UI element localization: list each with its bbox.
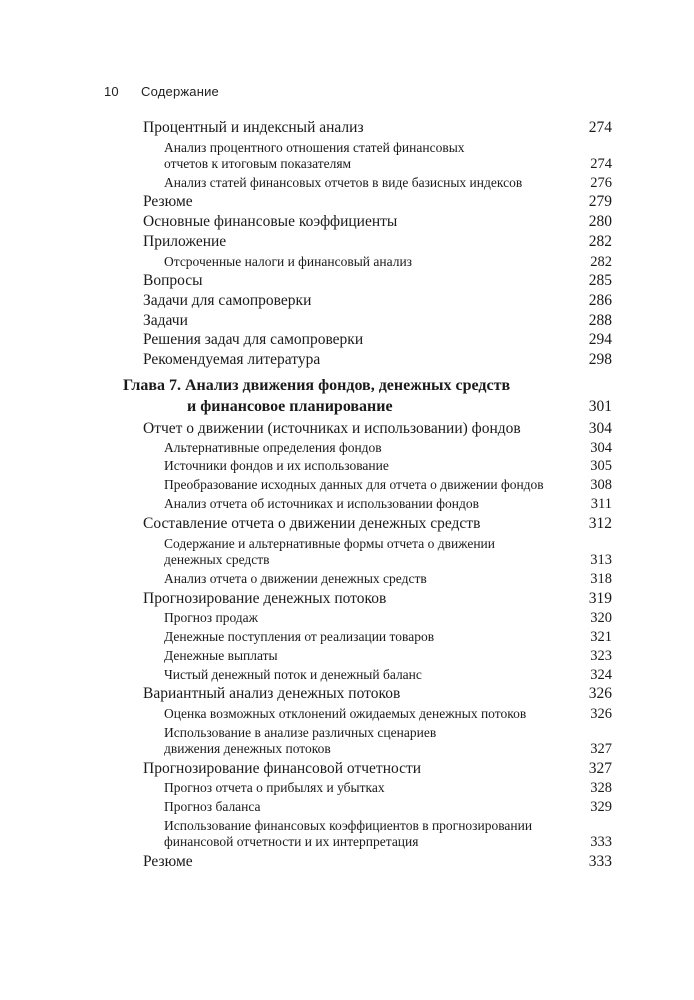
toc-entry-page: 294	[588, 331, 612, 348]
toc-entry-page: 320	[590, 610, 612, 626]
toc-entry-title: финансовой отчетности и их интерпретация	[164, 834, 419, 849]
running-head	[104, 84, 219, 99]
toc-entry-title: Резюме	[143, 853, 193, 870]
toc-entry-page: 321	[590, 629, 612, 645]
toc-entry-page: 304	[588, 420, 612, 437]
toc-entry-title: Источники фондов и их использование	[164, 458, 389, 473]
toc-entry-title: Задачи	[143, 312, 188, 329]
toc-entry-page: 312	[588, 515, 612, 532]
toc-entry-title: Денежные поступления от реализации товаров	[164, 629, 435, 644]
toc-entry-title: Прогнозирование денежных потоков	[143, 590, 387, 607]
toc-entry-title: Чистый денежный поток и денежный баланс	[164, 667, 422, 682]
toc-entry-page: 326	[590, 706, 612, 722]
chapter-title: Глава 7. Анализ движения фондов, денежных средств	[123, 377, 511, 394]
toc-entry-page: 285	[588, 272, 612, 289]
toc-entry-title: Анализ отчета о движении денежных средств	[164, 571, 427, 586]
toc-entry-page: 274	[590, 156, 612, 172]
toc-entry-page: 279	[588, 193, 612, 210]
toc-entry-page: 318	[590, 571, 612, 587]
toc-entry-page: 319	[588, 590, 612, 607]
toc-entry-title: Оценка возможных отклонений ожидаемых денежных потоков	[164, 706, 527, 721]
toc-entry-page: 288	[588, 312, 612, 329]
toc-entry-title: Прогноз продаж	[164, 610, 258, 625]
toc-entry-title: Прогноз баланса	[164, 799, 261, 814]
running-title: Содержание	[141, 84, 219, 99]
toc-entry-page: 313	[590, 552, 612, 568]
toc-entry-title: Основные финансовые коэффициенты	[143, 213, 398, 230]
toc-entry-title: отчетов к итоговым показателям	[164, 156, 352, 171]
toc-entry-title: Отчет о движении (источниках и использовании) фондов	[143, 420, 521, 437]
toc-entry-page: 333	[590, 834, 612, 850]
toc-entry-page: 311	[590, 496, 612, 512]
toc-entry-page: 308	[590, 477, 612, 493]
toc-entry-title: Решения задач для самопроверки	[143, 331, 364, 348]
toc-entry-page: 305	[590, 458, 612, 474]
toc-entry-title: Анализ отчета об источниках и использовании фондов	[164, 496, 479, 511]
toc-entry-page: 280	[588, 213, 612, 230]
toc-entry-title: Содержание и альтернативные формы отчета о движении	[164, 536, 495, 551]
toc-entry-page: 329	[590, 799, 612, 815]
toc-entry-page: 274	[588, 119, 612, 136]
toc-entry-title: Вариантный анализ денежных потоков	[143, 685, 401, 702]
toc-entry-title: Альтернативные определения фондов	[164, 440, 382, 455]
toc-entry-page: 276	[590, 175, 612, 191]
toc-entry-title: Денежные выплаты	[164, 648, 278, 663]
toc-entry-title: денежных средств	[164, 552, 270, 567]
toc-entry-title: Преобразование исходных данных для отчета о движении фондов	[164, 477, 544, 492]
toc-entry-page: 282	[588, 233, 612, 250]
toc-entry-page: 328	[590, 780, 612, 796]
toc-entry-page: 323	[590, 648, 612, 664]
chapter-title: и финансовое планирование	[187, 398, 393, 415]
toc-entry-title: Использование финансовых коэффициентов в прогнозировании	[164, 818, 533, 833]
toc-entry-title: Анализ статей финансовых отчетов в виде базисных индексов	[164, 175, 523, 190]
toc-entry-title: Прогнозирование финансовой отчетности	[143, 760, 422, 777]
toc-entry-page: 301	[588, 398, 612, 415]
toc-entry-title: Резюме	[143, 193, 193, 210]
toc-entry-title: Задачи для самопроверки	[143, 292, 312, 309]
toc-entry-title: Рекомендуемая литература	[143, 351, 321, 368]
toc-entry-title: Отсроченные налоги и финансовый анализ	[164, 254, 413, 269]
toc-entry-page: 286	[588, 292, 612, 309]
toc-entry-page: 327	[590, 741, 612, 757]
toc-entry-page: 327	[588, 760, 612, 777]
toc-entry-title: Вопросы	[143, 272, 203, 289]
toc-entry-title: Процентный и индексный анализ	[143, 119, 364, 136]
page-number: 10	[104, 84, 119, 99]
toc-entry-title: Анализ процентного отношения статей финансовых	[164, 140, 465, 155]
toc-entry-title: Использование в анализе различных сценариев	[164, 725, 437, 740]
toc-entry-page: 324	[590, 667, 612, 683]
toc-entry-title: Прогноз отчета о прибылях и убытках	[164, 780, 385, 795]
toc-entry-page: 304	[590, 440, 612, 456]
toc-entry-page: 298	[588, 351, 612, 368]
toc-entry-page: 282	[590, 254, 612, 270]
toc-entry-title: Приложение	[143, 233, 227, 250]
toc-entry-title: Составление отчета о движении денежных средств	[143, 515, 481, 532]
toc-entry-title: движения денежных потоков	[164, 741, 331, 756]
toc-entry-page: 326	[588, 685, 612, 702]
toc-entry-page: 333	[588, 853, 612, 870]
